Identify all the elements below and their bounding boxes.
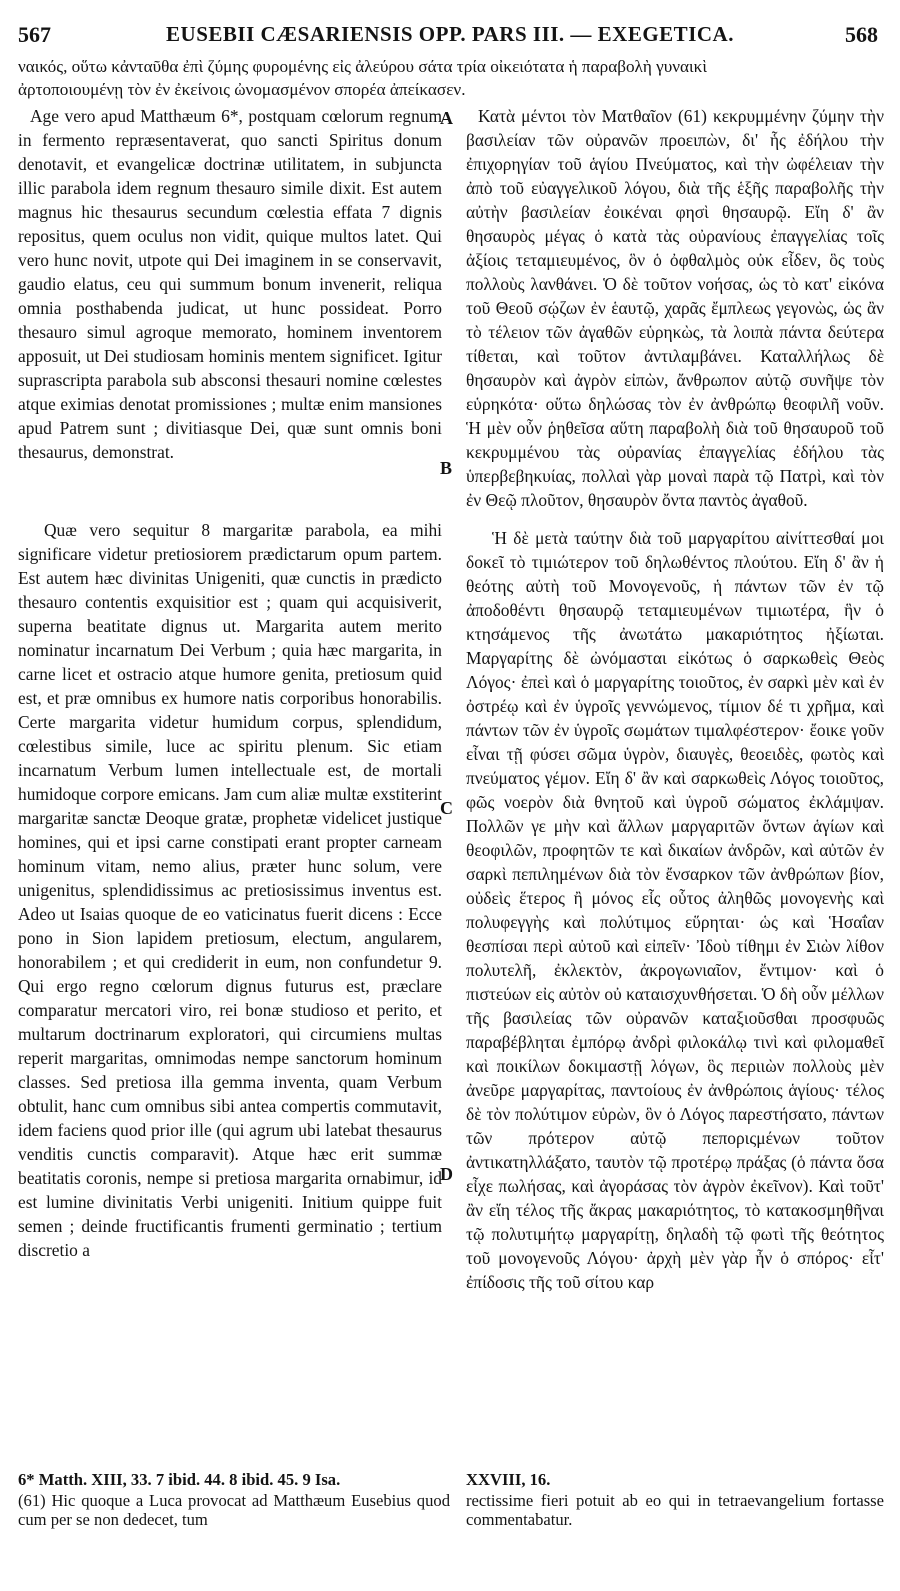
footnotes-left	[18, 1470, 450, 1531]
footnote-references-right: XXVIII, 16.	[466, 1470, 551, 1489]
footnote-61-left: (61) Hic quoque a Luca provocat ad Matthæum Eusebius quod cum per se non dedecet, tum	[18, 1491, 450, 1529]
page-number-right: 568	[845, 22, 878, 47]
greek-column	[466, 104, 884, 1294]
greek-paragraph-pearl: Ἡ δὲ μετὰ ταύτην διὰ τοῦ μαργαρίτου αἰνίττεσθαί μοι δοκεῖ τὸ τιμιώτερον τοῦ δηλωθέντος πλούτου. Εἴη δ' ἂν ἡ θεότης αὐτὴ τοῦ Μονογενοῦς, ἡ πάντων τῶν ἐν τῷ ἀποδοθέντι θησαυρῷ τεταμιευμένων τιμιωτέρα, ἣν ὁ κτησάμενος τῆς ἀνωτάτω μακαριότητος ἠξίωται. Μαργαρίτης δὲ ὠνόμασται εἰκότως ὁ σαρκωθεὶς Θεὸς Λόγος· ἐπεὶ καὶ ὁ μαργαρίτης τοιοῦτος, ἐν σαρκὶ μὲν καὶ ἐν ὀστρέῳ καὶ ἐν ὑγροῖς γεννώμενος, τίμιον δέ τι χρῆμα, καὶ πάντων τῶν ἐν ὑγροῖς σωμάτων τιμαλφέστερον· ἔοικε γοῦν εἶναι τῇ φύσει σῶμα ὑγρὸν, διαυγὲς, θεοειδὲς, φωτὸς καὶ πνεύματος γέμον. Εἴη δ' ἂν καὶ σαρκωθεὶς Λόγος τοιοῦτος, φῶς νοερὸν διὰ θνητοῦ καὶ ὑγροῦ σώματος ἐκλάμψαν. Πολλῶν γε μὴν καὶ ἄλλων μαργαριτῶν ὄντων ἁγίων καὶ θεοφιλῶν, προφητῶν τε καὶ δικαίων ἀνδρῶν, καὶ αὐτῶν ἐν σαρκὶ πεπιλημένων διὰ τὸν ἔνσαρκον τῶν ἀνθρώπων βίον, οὐδεὶς ἕτερος ἢ μόνος εἷς οὗτος ἀληθῶς μονογενὴς καὶ πολυφεγγὴς καὶ πολύτιμος εὕρηται· ὡς καὶ Ἡσαΐαν θεσπίσαι περὶ αὐτοῦ καὶ εἰπεῖν· Ἰδοὺ τίθημι ἐν Σιὼν λίθον πολυτελῆ, ἐκλεκτὸν, ἀκρογωνιαῖον, ἔντιμον· καὶ ὁ πιστεύων εἰς αὐτὸν οὐ καταισχυνθήσεται. Ὁ δὴ οὖν μέλλων τῆς βασιλείας τῶν οὐρανῶν καταξιοῦσθαι προσφυῶς παραβέβληται ἐμπόρῳ ἀνδρὶ φιλοκάλῳ τινὶ καὶ φιλομαθεῖ καὶ ποικίλων δοκιμαστῇ λόγων, ὃς περιιὼν πολλοὺς μὲν ἀνεῦρε μαργαρίτας, παντοίους ἐν ἀνθρώποις ἁγίους· τέλος δὲ τὸν πολύτιμον εὑρὼν, ὃν ὁ Λόγος παρεστήσατο, πάντων τῶν πρότερον αὐτῷ πεποριςμένων τοῦτον ἀντικατηλλάξατο, ταυτὸν τῷ προτέρῳ πράξας (ὁ πάντα ὅσα εἶχε πωλήσας, καὶ ἀγοράσας τὸν ἀγρὸν ἐκεῖνον). Καὶ τοῦτ' ἂν εἴη τέλος τῆς ἄκρας μακαριότητος, τὸ κατακοσμηθῆναι τῷ πολυτιμήτῳ μαργαρίτῃ, δηλαδὴ τῷ φωτὶ τῆς θεότητος τοῦ μονογενοῦς Λόγου· ἀρχὴ μὲν γὰρ ἦν ὁ σπόρος· εἶτ' ἐπίδοσις τῆς τοῦ σίτου καρ	[466, 528, 884, 1292]
footnote-references-left: 6* Matth. XIII, 33. 7 ibid. 44. 8 ibid. 45. 9 Isa.	[18, 1470, 341, 1489]
greek-paragraph-treasure: Κατὰ μέντοι τὸν Ματθαῖον (61) κεκρυμμένην ζύμην τὴν βασιλείαν τῶν οὐρανῶν προειπὼν, δι' ἧς ἐδήλου τὴν ἐπιχορηγίαν τοῦ ἁγίου Πνεύματος, καὶ τὴν ὠφέλειαν τὴν ἀπὸ τοῦ εὐαγγελικοῦ λόγου, διὰ τῆς ἑξῆς παραβολῆς τὴν αὐτὴν βασιλείαν ἐοικέναι φησὶ θησαυρῷ. Εἴη δ' ἂν θησαυρὸς μέγας ὁ κατὰ τὰς οὐρανίους ἐπαγγελίας τοῖς ἀξίοις τεταμιευμένος, ὃν ὁ ὀφθαλμὸς οὐκ εἶδεν, ὃς τοὺς πολλοὺς λανθάνει. Ὁ δὲ τοῦτον νοήσας, ὡς τὸ κατ' εἰκόνα τοῦ Θεοῦ σῴζων ἐν ἑαυτῷ, χαρᾶς ἔμπλεως γεγονὼς, ὡς ἂν τὸ τέλειον τῶν ἀγαθῶν εὑρηκὼς, τὰ λοιπὰ πάντα δεύτερα τίθεται, καὶ τοῦτον ἀντιλαμβάνει. Καταλλήλως δὲ θησαυρὸν καὶ ἀγρὸν εἰπὼν, ἄνθρωπον αὐτῷ συνῆψε τὸν εὑρηκότα· οὕτω δηλώσας τὸν ἐν ἀνθρώπῳ θεοφιλῆ νοῦν. Ἡ μὲν οὖν ῥηθεῖσα αὕτη παραβολὴ διὰ τοῦ θησαυροῦ τοῦ κεκρυμμένου τὰς οὐρανίας ἐπαγγελίας ἐδήλου τὰς ὑπερβεβηκυίας, πολλαὶ γὰρ μοναὶ παρὰ τῷ Πατρὶ, καὶ τὸν ἐν Θεῷ πλοῦτον, θησαυρὸν ὄντα παντὸς ἀγαθοῦ.	[466, 106, 884, 510]
latin-paragraph-treasure: Age vero apud Matthæum 6*, postquam cœlorum regnum in fermento repræsentaverat, quo sancti Spiritus donum denotavit, et evangelicæ doctrinæ utilitatem, in subjuncta illic parabola idem regnum thesauro simile dixit. Est autem magnus hic thesaurus secundum cœlestia effata 7 dignis repositus, quem oculus non vidit, quique multos latet. Qui vero hunc novit, utpote qui Dei imaginem in se conservavit, gaudio elatus, ceu qui summum bonum invenerit, reliqua omnia posthabenda judicat, ut hunc possideat. Porro thesauro simul agroque memorato, hominem inventorem apposuit, ut Dei studiosam hominis mentem significet. Igitur suprascripta parabola sub absconsi thesauri nomine cœlestes atque eximias denotat promissiones ; multæ enim mansiones apud Patrem sunt ; divitiasque Dei, quæ sunt omnis boni thesaurus, demonstrat.	[18, 106, 442, 462]
margin-marker-d: D	[440, 1164, 453, 1184]
margin-marker-b: B	[440, 458, 453, 478]
footnotes-right	[466, 1470, 884, 1531]
margin-marker-a: A	[440, 108, 453, 128]
latin-paragraph-pearl: Quæ vero sequitur 8 margaritæ parabola, ea mihi significare videtur pretiosiorem prædictarum opum partem. Est autem hæc divinitas Unigeniti, quæ cunctis in prædicto thesauro contentis exquisitior est ; quam qui acquisiverit, superna beatitate dignus ut. Margarita autem merito nominatur incarnatum Dei Verbum ; quia hæc margarita, in carne licet et ostracio atque humore genita, pretiosum quid est, et præ omnibus ex humore natis corporibus honorabilis. Certe margarita videtur humidum corpus, splendidum, cœlestibus simile, luce ac spiritu plenum. Sic etiam incarnatum Verbum lumen intellectuale est, de mortali humidoque corpore emicans. Jam cum aliæ multæ exstiterint margaritæ sanctæ Deoque gratæ, prophetæ videlicet justique homines, qui et ipsi carne constipati erant propter carneam hominum vitam, nemo alius, præter hunc solum, vere unigenitus, splendidissimus ac pretiosissimus inventus est. Adeo ut Isaias quoque de eo vaticinatus fuerit dicens : Ecce pono in Sion lapidem pretiosum, electum, angularem, honorabilem ; et qui crediderit in eum, non confundetur 9. Qui ergo regno cœlorum dignus futurus est, præclare comparatur mercatori viro, rei bonæ studioso et perito, et multarum doctrinarum exploratori, qui circumiens multas reperit margaritas, omnimodas nempe sanctorum hominum classes. Sed pretiosa illa gemma inventa, quam Verbum obtulit, hanc cum omnibus sibi antea compertis commutavit, idem faciens quod prior ille (qui agrum ubi latebat thesaurus venditis cunctis comparavit). Atque hæc erit summæ beatitatis coronis, nempe si pretiosa margarita ornabimur, id est lumine divinitatis Verbi unigeniti. Initium quippe fuit semen ; deinde fructificantis frumenti germinatio ; tertium discretio a	[18, 520, 442, 1260]
greek-carryover-line-1: ναικός, οὕτω κἀνταῦθα ἐπὶ ζύμης φυρομένης εἰς ἀλεύρου σάτα τρία οἰκειότατα ἡ παραβολὴ γυναικὶ	[18, 57, 707, 76]
latin-column	[18, 104, 442, 1262]
margin-marker-c: C	[440, 798, 453, 818]
greek-carryover-line-2: ἀρτοποιουμένῃ τὸν ἐν ἐκείνοις ὠνομασμένον σπορέα ἀπείκασεν.	[18, 80, 466, 99]
footnote-61-right: rectissime fieri potuit ab eo qui in tetraevangelium fortasse commentabatur.	[466, 1491, 884, 1529]
running-head: EUSEBII CÆSARIENSIS OPP. PARS III. — EXEGETICA.	[166, 22, 734, 46]
page-number-left: 567	[18, 22, 51, 47]
